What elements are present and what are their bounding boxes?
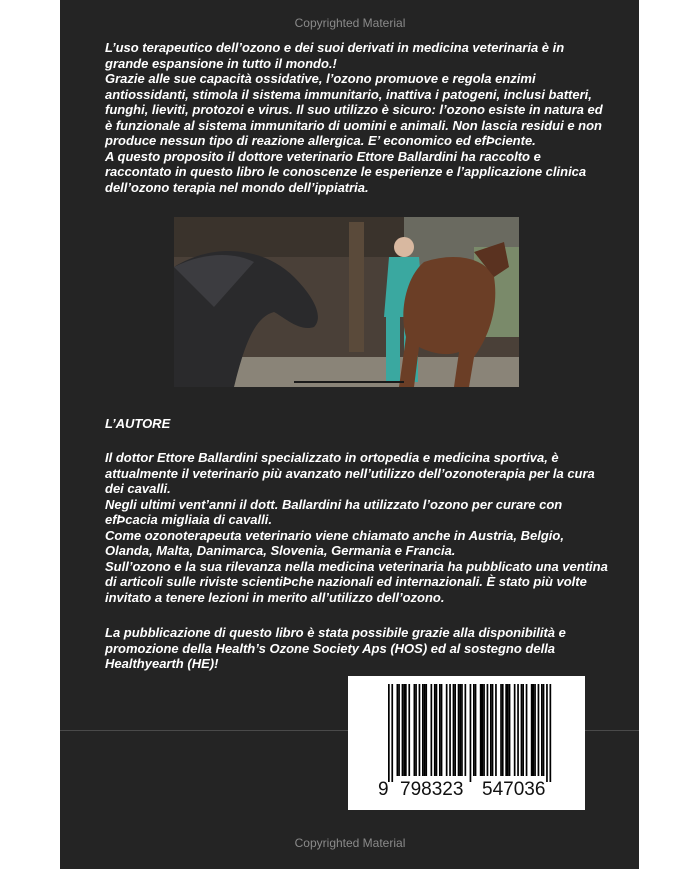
barcode-bar [538,684,540,776]
barcode-bar [480,684,482,776]
barcode-bar [470,684,472,782]
barcode-digits-left: 798323 [400,779,464,800]
barcode-bar [403,684,405,776]
barcode-bar [431,684,433,776]
barcode-bar [441,684,443,776]
publication-note: La pubblicazione di questo libro è stata possibile grazie alla disponibilità e promozione della Health’s Ozone Society Aps (HOS) ed al sostegno della Healthyearth (HE)! [105,625,566,671]
barcode-bar [531,684,533,776]
barcode-bar [436,684,438,776]
barcode-bar [424,684,426,776]
barcode-bar [500,684,502,776]
photo-illustration [174,217,519,387]
barcode-bar [546,684,548,782]
author-paragraph: Sull’ozono e la sua rilevanza nella medicina veterinaria ha pubblicato una ventina di articoli sulle riviste scientiÞche nazionali ed internazionali. È stato più volte invitato a tenere lezioni in merito all’utilizzo dell’ozono. [105,558,608,605]
barcode-bar [505,684,507,776]
barcode-bar [475,684,477,776]
barcode-bar [490,684,492,776]
barcode-bar [414,684,416,776]
author-paragraph: Come ozonoterapeuta veterinario viene chiamato anche in Austria, Belgio, Olanda, Malta, Danimarca, Slovenia, Germania e Francia. [105,527,564,558]
barcode-bar [534,684,536,776]
barcode-bar [415,684,417,776]
barcode-digits-right: 547036 [482,779,546,800]
barcode-bar [533,684,535,776]
barcode-bar [465,684,467,776]
barcode-bar [526,684,528,776]
barcode-bar [514,684,516,776]
barcode-digit-lead: 9 [378,779,389,800]
barcode-bar [550,684,552,782]
barcode-bar [398,684,400,776]
watermark-bottom: Copyrighted Material [294,836,406,850]
barcode-bar [461,684,463,776]
barcode-bar [492,684,494,776]
barcode-bar [391,684,393,782]
author-paragraph: Il dottor Ettore Ballardini specializzato in ortopedia e medicina sportiva, è attualmente il veterinario più avanzato nell’utilizzo dell’ozonoterapia per la cura dei cavalli. [105,450,595,496]
isbn-barcode [348,676,585,810]
intro-text [105,40,610,195]
barcode-bar [517,684,519,776]
intro-paragraph: A questo proposito il dottore veterinario Ettore Ballardini ha raccolto e raccontato in questo libro le conoscenze le esperienze e l’applicazione clinica dell’ozono terapia nel mondo dell’ippiatria. [105,148,587,195]
barcode-bar [402,684,404,776]
barcode-bar [507,684,509,776]
barcode-bar [446,684,448,776]
barcode-digits [348,779,585,803]
barcode-bar [453,684,455,776]
barcode-bar [522,684,524,776]
barcode-bar [502,684,504,776]
barcode-bar [473,684,475,776]
barcode-bar [419,684,421,776]
barcode-bar [483,684,485,776]
barcode-bar [388,684,390,782]
author-heading: L’AUTORE [105,416,171,431]
intro-paragraph: L’uso terapeutico dell’ozono e dei suoi derivati in medicina veterinaria è in grande espansione in tutto il mondo.! [105,40,565,71]
barcode-bar [509,684,511,776]
barcode-bar [495,684,497,776]
barcode-bar [439,684,441,776]
barcode-bar [454,684,456,776]
barcode-bar [434,684,436,776]
barcode-bar [449,684,451,776]
barcode-bar [397,684,399,776]
barcode-bar [521,684,523,776]
barcode-bar [543,684,545,776]
barcode-bar [459,684,461,776]
barcode-bar [458,684,460,776]
vet-horse-photo [174,217,519,387]
barcode-bar [408,684,410,776]
barcode-bar [482,684,484,776]
barcode-bar [422,684,424,776]
barcode-bar [487,684,489,776]
author-paragraph: Negli ultimi vent’anni il dott. Ballardini ha utilizzato l’ozono per curare con efÞcacia migliaia di cavalli. [105,496,563,527]
author-bio [105,450,610,605]
watermark-top: Copyrighted Material [294,16,406,30]
barcode-bar [541,684,543,776]
barcode-bar [425,684,427,776]
intro-paragraph: Grazie alle sue capacità ossidative, l’ozono promuove e regola enzimi antiossidanti, stimola il sistema immunitario, inattiva i patogeni, inclusi batteri, funghi, lieviti, protozoi e virus. Il suo utilizzo è sicuro: l’ozono esiste in natura ed è funzionale al sistema immunitario di uomini e animali. Non lascia residui e non produce nessun tipo di reazione allergica. E’ economico ed efÞciente. [105,71,603,148]
barcode-bar [405,684,407,776]
